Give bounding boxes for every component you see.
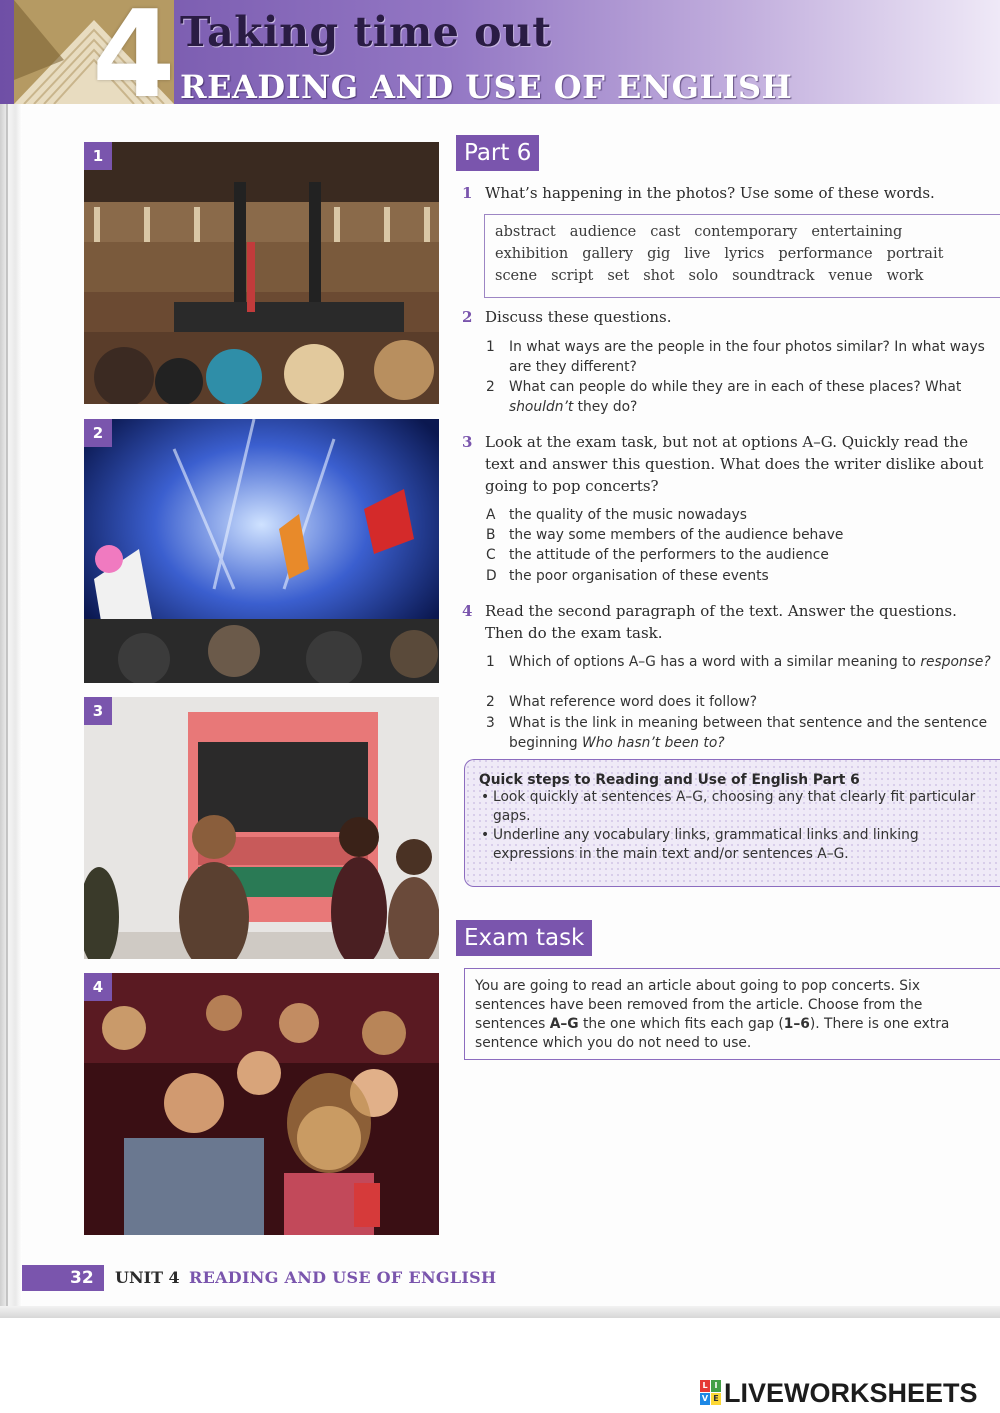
sub-question-number: 3: [486, 715, 495, 731]
question-number: 3: [462, 433, 473, 451]
question-3: [462, 431, 994, 497]
sub-question-text: [486, 377, 998, 417]
vocab-word: entertaining: [811, 224, 903, 240]
text-part: Which of options A–G has a word with a similar meaning to: [509, 654, 921, 670]
quick-step-item: [479, 826, 990, 864]
question-4: [462, 600, 994, 644]
vocab-word: gig: [647, 246, 671, 262]
sub-question-text: [486, 713, 998, 753]
question-number: 2: [462, 308, 473, 326]
vocab-word: work: [886, 268, 924, 284]
option-b: [486, 525, 998, 545]
unit-subtitle: READING AND USE OF ENGLISH: [180, 68, 793, 106]
sub-question-text: In what ways are the people in the four photos similar? In what ways are they different?: [509, 339, 985, 375]
photo-number-badge: 4: [84, 973, 112, 1001]
question-number: 1: [462, 184, 473, 202]
sub-question: [486, 692, 998, 712]
option-a: [486, 505, 998, 525]
unit-number: 4: [92, 0, 172, 125]
sub-question: [486, 377, 998, 417]
vocab-word: soundtrack: [732, 268, 815, 284]
text-emphasis: Who hasn’t been to?: [582, 735, 725, 751]
bullet-icon: •: [481, 827, 490, 843]
sub-question-number: 1: [486, 654, 495, 670]
photo-number-badge: 3: [84, 697, 112, 725]
watermark-text: LIVEWORKSHEETS: [724, 1378, 978, 1408]
vocab-word: venue: [828, 268, 873, 284]
page-bottom-edge: [0, 1306, 1000, 1318]
vocab-word: set: [607, 268, 630, 284]
quick-step-item: [479, 788, 990, 826]
option-letter: A: [486, 507, 496, 523]
option-text: the attitude of the performers to the audience: [509, 547, 829, 563]
option-text: the poor organisation of these events: [509, 568, 769, 584]
bullet-icon: •: [481, 789, 490, 805]
photo-theatre: [84, 142, 439, 404]
question-text: What’s happening in the photos? Use some of these words.: [485, 184, 935, 202]
footer-section: READING AND USE OF ENGLISH: [189, 1268, 497, 1287]
instruction-text: the one which fits each gap (: [578, 1016, 784, 1032]
vocab-word: exhibition: [495, 246, 569, 262]
sub-question-text: What reference word does it follow?: [509, 694, 758, 710]
word-box: [484, 214, 1000, 298]
option-letter: C: [486, 547, 496, 563]
option-text: the quality of the music nowadays: [509, 507, 747, 523]
instruction-bold: 1–6: [783, 1016, 810, 1032]
exam-task-label: Exam task: [456, 920, 592, 956]
vocab-word: live: [684, 246, 711, 262]
question-1: [462, 182, 994, 204]
photo-cinema: [84, 973, 439, 1235]
sub-question-number: 2: [486, 379, 495, 395]
question-text: Discuss these questions.: [485, 308, 672, 326]
quick-step-text: Look quickly at sentences A–G, choosing any that clearly fit particular gaps.: [493, 789, 976, 824]
unit-header: [0, 0, 1000, 125]
instruction-text: You are going to read an article about going to pop concerts. Six sentences have been removed from the article. Choose from the sentences: [475, 978, 923, 1032]
question-text: Look at the exam task, but not at options A–G. Quickly read the text and answer this question. What does the writer dislike about going to pop concerts?: [485, 433, 984, 495]
instruction-bold: A–G: [549, 1016, 579, 1032]
photo-number-badge: 1: [84, 142, 112, 170]
sub-question: [486, 713, 998, 753]
exam-task-instructions: [464, 968, 1000, 1060]
text-part: they do?: [573, 399, 638, 415]
option-c: [486, 545, 998, 565]
photo-concert: [84, 419, 439, 683]
text-emphasis: shouldn’t: [509, 399, 574, 415]
vocab-word: audience: [569, 224, 637, 240]
vocab-word: gallery: [582, 246, 634, 262]
quick-step-text: Underline any vocabulary links, grammatical links and linking expressions in the main text and/or sentences A–G.: [493, 827, 919, 862]
question-number: 4: [462, 602, 473, 620]
quick-steps-box: [464, 759, 1000, 887]
photo-number-badge: 2: [84, 419, 112, 447]
liveworksheets-logo-icon: L I V E: [700, 1380, 722, 1406]
question-2: [462, 306, 994, 328]
sub-question-text: [486, 652, 998, 672]
vocab-word: portrait: [886, 246, 944, 262]
quick-steps-title: Quick steps to Reading and Use of English Part 6: [479, 772, 860, 788]
text-part: What is the link in meaning between that sentence and the sentence beginning: [509, 715, 988, 751]
vocab-word: abstract: [495, 224, 556, 240]
part-6-label: Part 6: [456, 135, 539, 171]
option-d: [486, 566, 998, 586]
vocab-word: contemporary: [694, 224, 798, 240]
question-text: Read the second paragraph of the text. Answer the questions. Then do the exam task.: [485, 602, 957, 642]
instruction-text: ). There is one extra sentence which you do not need to use.: [475, 1016, 950, 1051]
option-letter: B: [486, 527, 496, 543]
sub-question-number: 2: [486, 694, 495, 710]
photo-gallery: [84, 697, 439, 959]
text-emphasis: response?: [920, 654, 991, 670]
unit-title: Taking time out: [180, 8, 552, 56]
option-text: the way some members of the audience behave: [509, 527, 844, 543]
option-letter: D: [486, 568, 497, 584]
vocab-word: shot: [643, 268, 675, 284]
sub-question: [486, 337, 998, 377]
sub-question-number: 1: [486, 339, 495, 355]
vocab-word: lyrics: [724, 246, 765, 262]
vocab-word: script: [551, 268, 594, 284]
book-spine-edge: [0, 0, 22, 1318]
text-part: What can people do while they are in each of these places? What: [509, 379, 962, 395]
footer-unit: UNIT 4: [115, 1268, 180, 1287]
sub-question: [486, 652, 998, 672]
page-number: 32: [70, 1268, 94, 1288]
vocab-word: cast: [650, 224, 681, 240]
vocab-word: scene: [495, 268, 538, 284]
vocab-word: solo: [688, 268, 719, 284]
vocab-word: performance: [778, 246, 873, 262]
